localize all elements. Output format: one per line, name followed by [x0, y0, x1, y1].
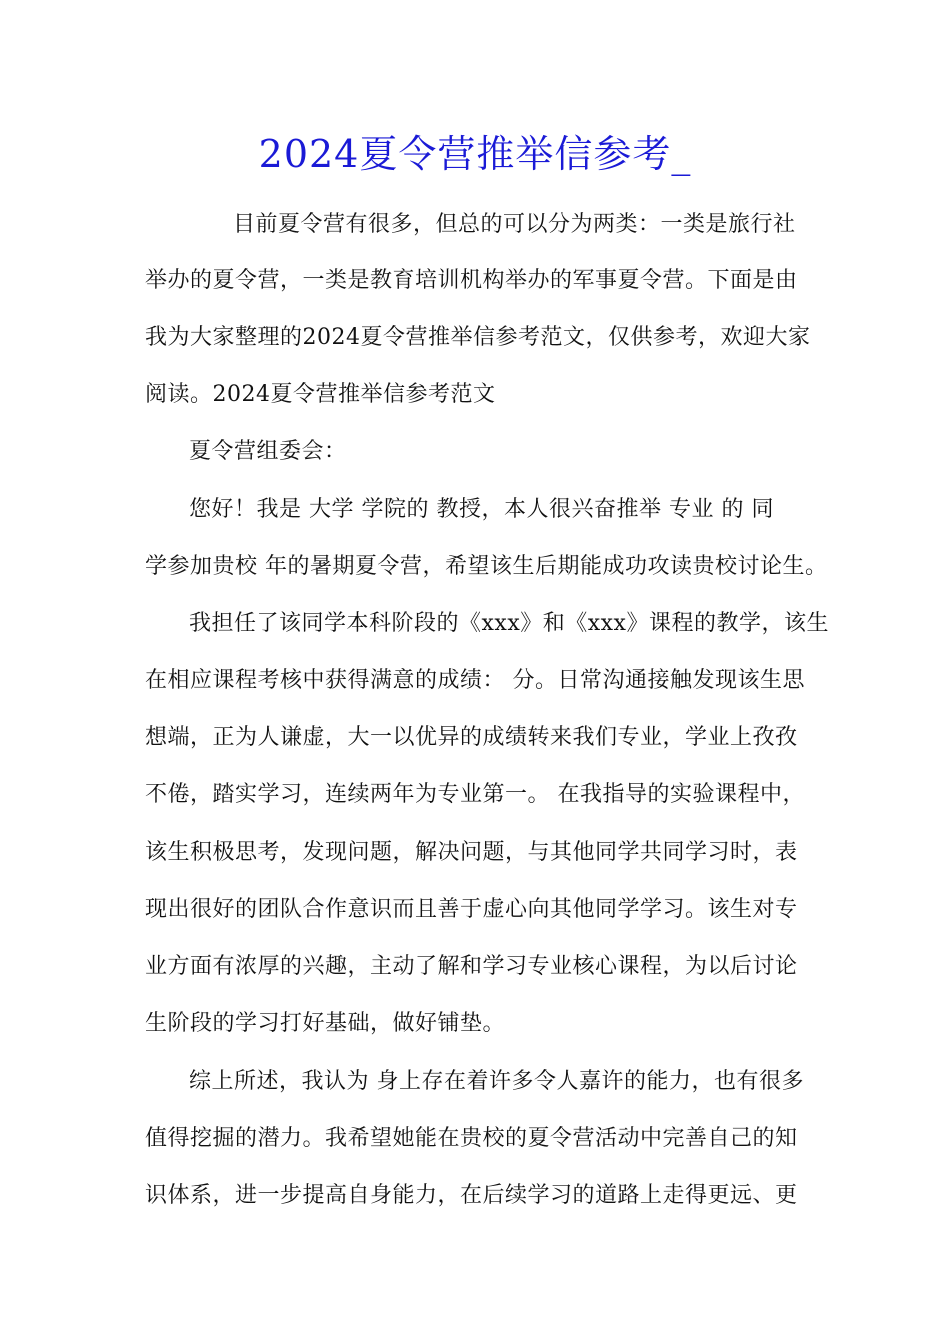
body-line: 您好！我是 大学 学院的 教授，本人很兴奋推举 专业 的 同	[189, 497, 774, 522]
body-line: 我担任了该同学本科阶段的《xxx》和《xxx》课程的教学，该生	[189, 611, 829, 636]
body-line: 想端，正为人谦虚，大一以优异的成绩转来我们专业，学业上孜孜	[145, 725, 798, 750]
body-line: 现出很好的团队合作意识而且善于虚心向其他同学学习。该生对专	[145, 897, 798, 922]
document-title: 2024夏令营推举信参考_	[258, 132, 692, 176]
body-line: 业方面有浓厚的兴趣，主动了解和学习专业核心课程，为以后讨论	[145, 954, 798, 979]
body-line: 目前夏令营有很多，但总的可以分为两类：一类是旅行社	[233, 212, 796, 237]
body-line: 识体系，进一步提高自身能力，在后续学习的道路上走得更远、更	[145, 1183, 798, 1208]
body-line: 生阶段的学习打好基础，做好铺垫。	[145, 1011, 506, 1036]
body-line: 学参加贵校 年的暑期夏令营，希望该生后期能成功攻读贵校讨论生。	[145, 554, 828, 579]
body-line: 举办的夏令营，一类是教育培训机构举办的军事夏令营。下面是由	[145, 268, 798, 293]
body-line: 我为大家整理的2024夏令营推举信参考范文，仅供参考，欢迎大家	[145, 325, 811, 350]
body-line: 值得挖掘的潜力。我希望她能在贵校的夏令营活动中完善自己的知	[145, 1126, 798, 1151]
body-line: 在相应课程考核中获得满意的成绩： 分。日常沟通接触发现该生思	[145, 668, 805, 693]
body-line: 不倦，踏实学习，连续两年为专业第一。 在我指导的实验课程中，	[145, 782, 805, 807]
salutation: 夏令营组委会：	[189, 439, 347, 464]
body-line: 综上所述，我认为 身上存在着许多令人嘉许的能力，也有很多	[189, 1069, 804, 1094]
body-line: 阅读。2024夏令营推举信参考范文	[145, 382, 496, 407]
body-line: 该生积极思考，发现问题，解决问题，与其他同学共同学习时，表	[145, 840, 798, 865]
